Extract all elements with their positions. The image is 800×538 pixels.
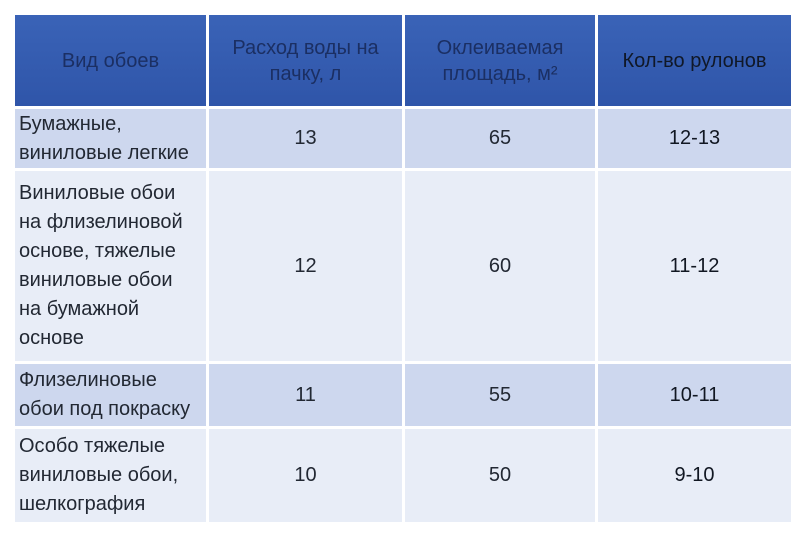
cell-roll-count: 9-10: [598, 429, 791, 522]
cell-covered-area: 50: [405, 429, 595, 522]
cell-wallpaper-type: Виниловые обои на флизелиновой основе, тяжелые виниловые обои на бумажной основе: [15, 171, 206, 361]
header-water-consumption: Расход воды на пачку, л: [209, 15, 402, 106]
cell-wallpaper-type: Бумажные, виниловые легкие: [15, 109, 206, 168]
cell-covered-area: 65: [405, 109, 595, 168]
cell-water-consumption: 13: [209, 109, 402, 168]
table-row: [15, 109, 791, 168]
wallpaper-table-container: [12, 12, 788, 525]
cell-wallpaper-type: Особо тяжелые виниловые обои, шелкография: [15, 429, 206, 522]
wallpaper-consumption-table: [12, 12, 794, 525]
cell-roll-count: 10-11: [598, 364, 791, 426]
cell-wallpaper-type: Флизелиновые обои под покраску: [15, 364, 206, 426]
cell-covered-area: 55: [405, 364, 595, 426]
header-roll-count: Кол-во рулонов: [598, 15, 791, 106]
cell-water-consumption: 10: [209, 429, 402, 522]
cell-water-consumption: 11: [209, 364, 402, 426]
table-row: [15, 429, 791, 522]
table-header-row: [15, 15, 791, 106]
cell-water-consumption: 12: [209, 171, 402, 361]
cell-roll-count: 12-13: [598, 109, 791, 168]
header-covered-area: Оклеиваемая площадь, м²: [405, 15, 595, 106]
cell-covered-area: 60: [405, 171, 595, 361]
table-row: [15, 364, 791, 426]
cell-roll-count: 11-12: [598, 171, 791, 361]
header-wallpaper-type: Вид обоев: [15, 15, 206, 106]
table-row: [15, 171, 791, 361]
